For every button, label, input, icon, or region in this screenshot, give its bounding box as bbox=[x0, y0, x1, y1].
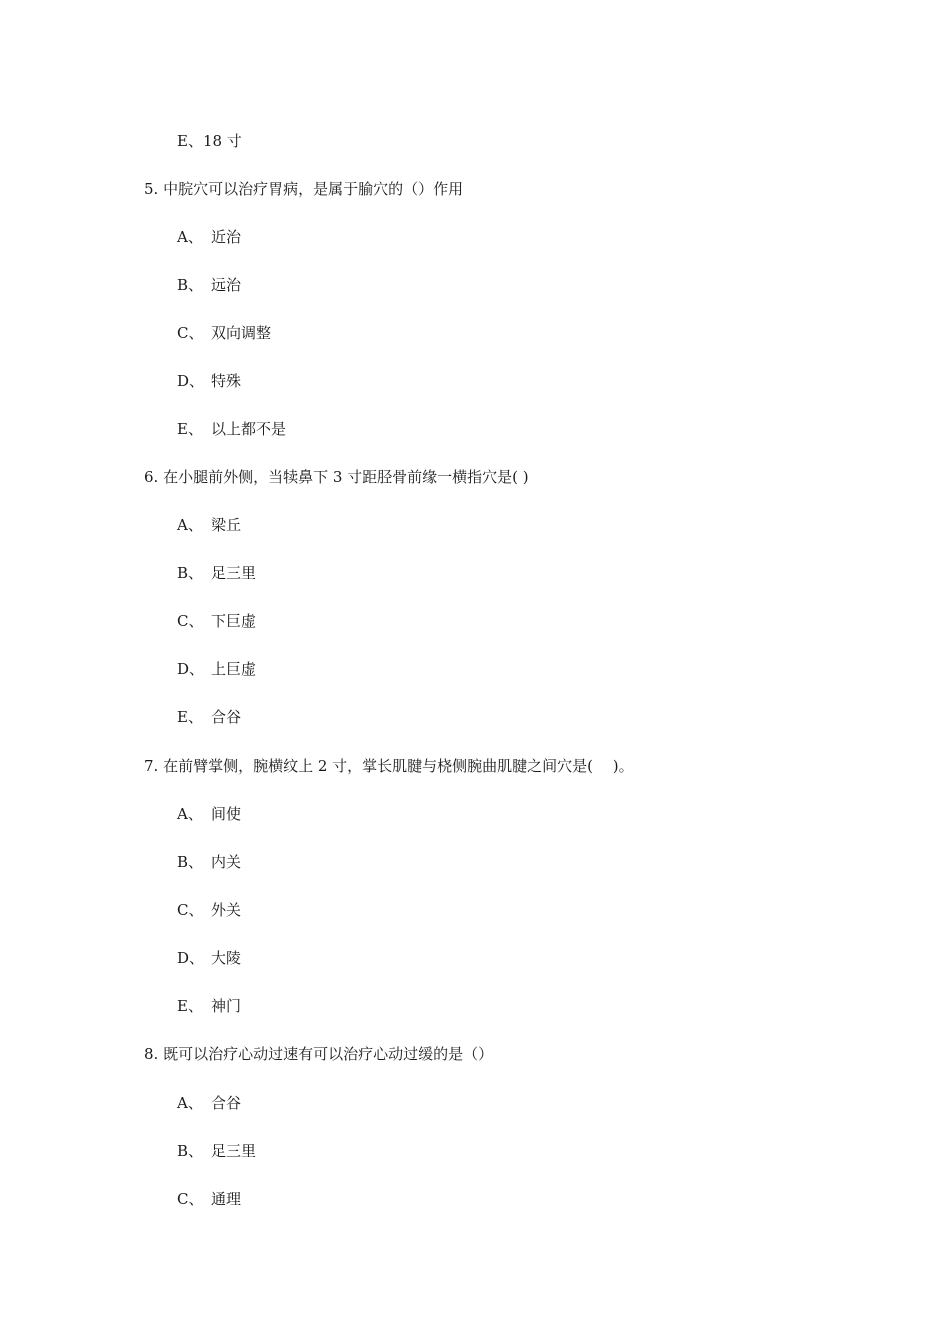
option-text: 合谷 bbox=[211, 1094, 242, 1112]
option-letter: B、 bbox=[177, 853, 204, 871]
option-letter: A、 bbox=[177, 805, 203, 823]
option-line bbox=[177, 996, 241, 1016]
option-letter: E、 bbox=[177, 997, 203, 1015]
option-letter: A、 bbox=[177, 228, 203, 246]
option-letter: B、 bbox=[177, 564, 204, 582]
option-letter: E、 bbox=[177, 420, 203, 438]
option-line bbox=[177, 371, 241, 391]
option-text: 足三里 bbox=[211, 1142, 257, 1160]
option-letter: C、 bbox=[177, 901, 204, 919]
option-line bbox=[177, 707, 241, 727]
question-7: 7. 在前臂掌侧，腕横纹上 2 寸，掌长肌腱与桡侧腕曲肌腱之间穴是( )。 bbox=[144, 757, 634, 775]
option-text: 外关 bbox=[211, 901, 242, 919]
option-letter: A、 bbox=[177, 1094, 203, 1112]
option-letter: A、 bbox=[177, 516, 203, 534]
option-line bbox=[177, 275, 241, 295]
option-letter: D、 bbox=[177, 949, 205, 967]
option-line bbox=[177, 1141, 256, 1161]
option-text: 足三里 bbox=[211, 564, 257, 582]
option-text: 间使 bbox=[211, 805, 242, 823]
option-letter: B、 bbox=[177, 1142, 204, 1160]
option-text: 通理 bbox=[211, 1190, 242, 1208]
option-letter: D、 bbox=[177, 372, 205, 390]
option-letter: C、 bbox=[177, 612, 204, 630]
option-text: 双向调整 bbox=[211, 324, 272, 342]
option-line bbox=[177, 611, 256, 631]
option-text: 18 寸 bbox=[202, 132, 242, 150]
option-text: 合谷 bbox=[211, 708, 242, 726]
option-line bbox=[177, 852, 241, 872]
option-line bbox=[177, 227, 241, 247]
option-line bbox=[177, 323, 271, 343]
option-text: 近治 bbox=[211, 228, 242, 246]
option-line bbox=[177, 131, 242, 151]
option-line bbox=[177, 804, 241, 824]
option-letter: C、 bbox=[177, 1190, 204, 1208]
option-text: 以上都不是 bbox=[211, 420, 287, 438]
option-text: 远治 bbox=[211, 276, 242, 294]
option-letter: E、 bbox=[177, 708, 203, 726]
option-line bbox=[177, 1093, 241, 1113]
option-text: 特殊 bbox=[211, 372, 242, 390]
question-8: 8. 既可以治疗心动过速有可以治疗心动过缓的是（） bbox=[144, 1045, 494, 1063]
question-5: 5. 中脘穴可以治疗胃病，是属于腧穴的（）作用 bbox=[144, 180, 464, 198]
option-letter: D、 bbox=[177, 660, 205, 678]
option-letter: C、 bbox=[177, 324, 204, 342]
option-text: 下巨虚 bbox=[211, 612, 257, 630]
option-line bbox=[177, 515, 241, 535]
option-text: 大陵 bbox=[211, 949, 242, 967]
option-line bbox=[177, 1189, 241, 1209]
option-text: 神门 bbox=[211, 997, 242, 1015]
option-text: 内关 bbox=[211, 853, 242, 871]
option-line bbox=[177, 419, 286, 439]
option-letter: B、 bbox=[177, 276, 204, 294]
option-line bbox=[177, 948, 241, 968]
question-6: 6. 在小腿前外侧，当犊鼻下 3 寸距胫骨前缘一横指穴是( ) bbox=[144, 468, 529, 486]
option-letter: E、 bbox=[177, 132, 203, 150]
option-line bbox=[177, 900, 241, 920]
option-text: 上巨虚 bbox=[211, 660, 257, 678]
option-text: 梁丘 bbox=[211, 516, 242, 534]
option-line bbox=[177, 563, 256, 583]
option-line bbox=[177, 659, 256, 679]
